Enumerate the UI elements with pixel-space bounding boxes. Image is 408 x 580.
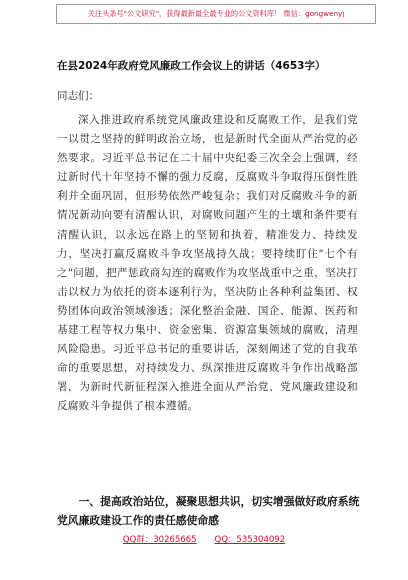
greeting: 同志们：: [57, 90, 99, 102]
document-body: [57, 111, 358, 417]
top-banner: 关注头条号"公文研究"，获得最新最全最专业的公文资料库！ 微信：gongwenyj: [56, 4, 376, 24]
footer-contact: [0, 533, 408, 545]
section-heading: 一、提高政治站位，凝聚思想共识，切实增强做好政府系统党风廉政建设工作的责任感使命感: [57, 495, 360, 527]
body-paragraph: 深入推进政府系统党风廉政建设和反腐败工作，是我们党一以贯之坚持的鲜明政治立场，也是新时代全面从严治党的必然要求。习近平总书记在二十届中央纪委三次全会上强调，经过新时代十年坚持不懈的强力反腐，反腐败斗争取得压倒性胜利并全面巩固，但形势依然严峻复杂；我们对反腐败斗争的新情况新动向要有清醒认识，对腐败问题产生的土壤和条件要有清醒认识，以永远在路上的坚韧和执着，精准发力、持续发力，坚决打赢反腐败斗争攻坚战持久战；要持续盯住"七个有之"问题，把严惩政商勾连的腐败作为攻坚战重中之重，坚决打击以权力为依托的资本逐利行为，坚决防止各种利益集团、权势团体向政治领域渗透；深化整治金融、国企、能源、医药和基建工程等权力集中、资金密集、资源富集领域的腐败，清理风险隐患。习近平总书记的重要讲话，深刻阐述了党的自我革命的重要思想，对持续发力、纵深推进反腐败斗争作出战略部署，为新时代新征程深入推进全面从严治党、党风廉政建设和反腐败斗争提供了根本遵循。: [57, 114, 358, 413]
qq-group-link[interactable]: QQ群：30265665: [122, 535, 197, 545]
document-title: 在县2024年政府党风廉政工作会议上的讲话（4653字）: [57, 60, 326, 72]
qq-link[interactable]: QQ：535304092: [214, 535, 286, 545]
